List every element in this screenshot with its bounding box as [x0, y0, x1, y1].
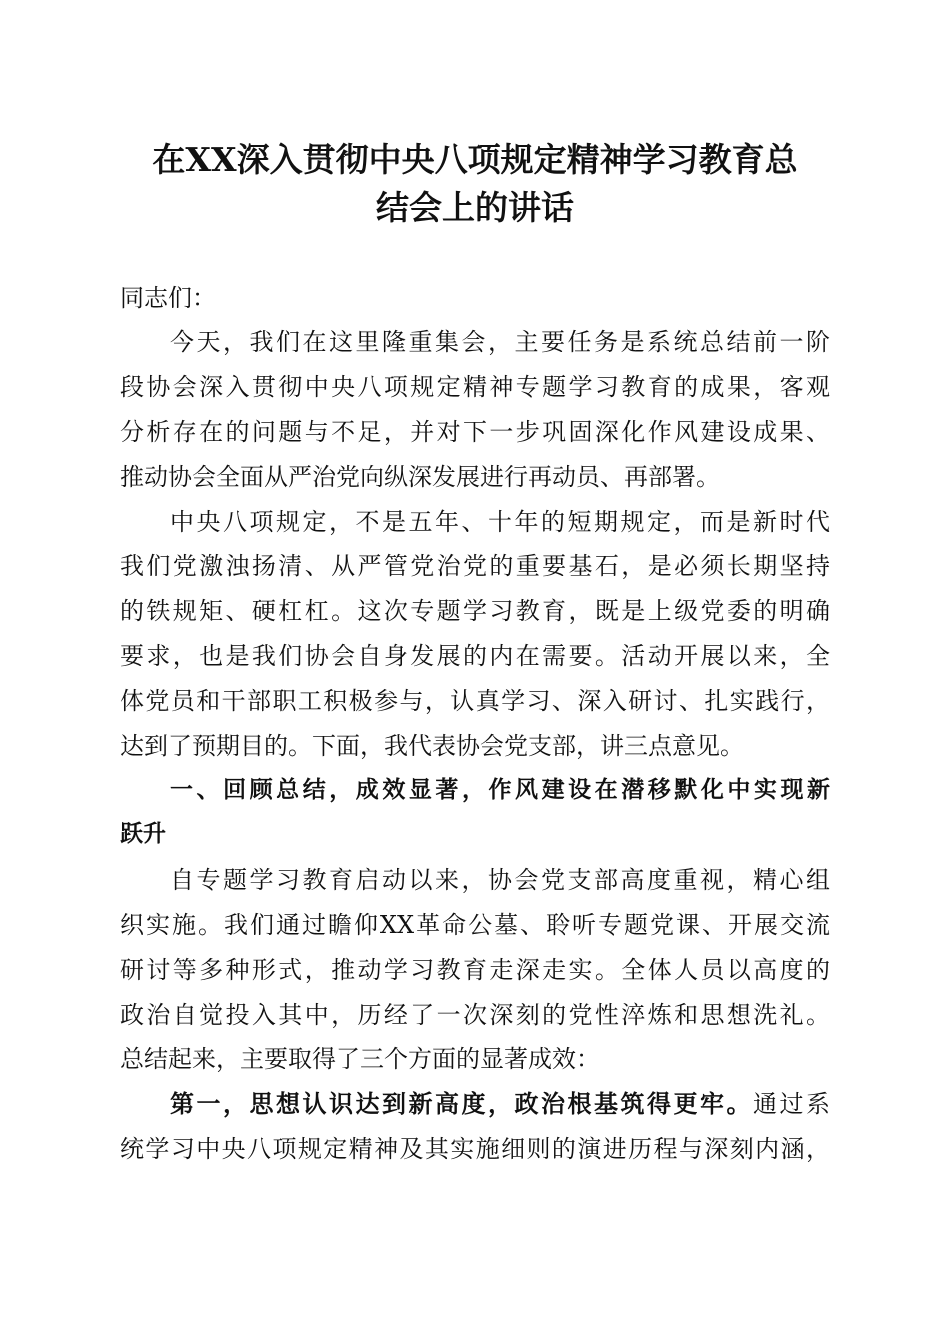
paragraph-3-line: 政治自觉投入其中，历经了一次深刻的党性淬炼和思想洗礼。: [120, 1001, 830, 1029]
paragraph-4-lead: 第一，思想认识达到新高度，政治根基筑得更牢。: [170, 1089, 753, 1118]
document-title-line-2: 结会上的讲话: [376, 188, 574, 227]
paragraph-2-line: 体党员和干部职工积极参与，认真学习、深入研讨、扎实践行，: [120, 687, 830, 715]
salutation: 同志们：: [120, 284, 216, 312]
paragraph-3-line: 自专题学习教育启动以来，协会党支部高度重视，精心组: [170, 866, 830, 894]
paragraph-2-line: 要求，也是我们协会自身发展的内在需要。活动开展以来，全: [120, 642, 830, 670]
paragraph-4-line: 统学习中央八项规定精神及其实施细则的演进历程与深刻内涵，: [120, 1135, 830, 1163]
paragraph-3-line: 总结起来，主要取得了三个方面的显著成效：: [120, 1045, 600, 1073]
paragraph-2-line: 达到了预期目的。下面，我代表协会党支部，讲三点意见。: [120, 732, 744, 760]
paragraph-4-line: [170, 1088, 830, 1120]
paragraph-2-line: 我们党激浊扬清、从严管党治党的重要基石，是必须长期坚持: [120, 552, 830, 580]
section-heading-1-line: 跃升: [120, 821, 166, 847]
paragraph-1-line: 推动协会全面从严治党向纵深发展进行再动员、再部署。: [120, 463, 720, 491]
paragraph-4-rest: 通过系: [753, 1090, 830, 1118]
paragraph-2-line: 的铁规矩、硬杠杠。这次专题学习教育，既是上级党委的明确: [120, 597, 830, 625]
paragraph-1-line: 今天，我们在这里隆重集会，主要任务是系统总结前一阶: [170, 328, 830, 356]
paragraph-1-line: 段协会深入贯彻中央八项规定精神专题学习教育的成果，客观: [120, 373, 830, 401]
section-heading-1-line: 一、回顾总结，成效显著，作风建设在潜移默化中实现新: [170, 777, 830, 803]
paragraph-1-line: 分析存在的问题与不足，并对下一步巩固深化作风建设成果、: [120, 418, 830, 446]
document-title-line-1: 在XX深入贯彻中央八项规定精神学习教育总: [152, 140, 798, 179]
paragraph-2-line: 中央八项规定，不是五年、十年的短期规定，而是新时代: [170, 508, 830, 536]
paragraph-3-line: 织实施。我们通过瞻仰XX革命公墓、聆听专题党课、开展交流: [120, 911, 830, 939]
paragraph-3-line: 研讨等多种形式，推动学习教育走深走实。全体人员以高度的: [120, 956, 830, 984]
